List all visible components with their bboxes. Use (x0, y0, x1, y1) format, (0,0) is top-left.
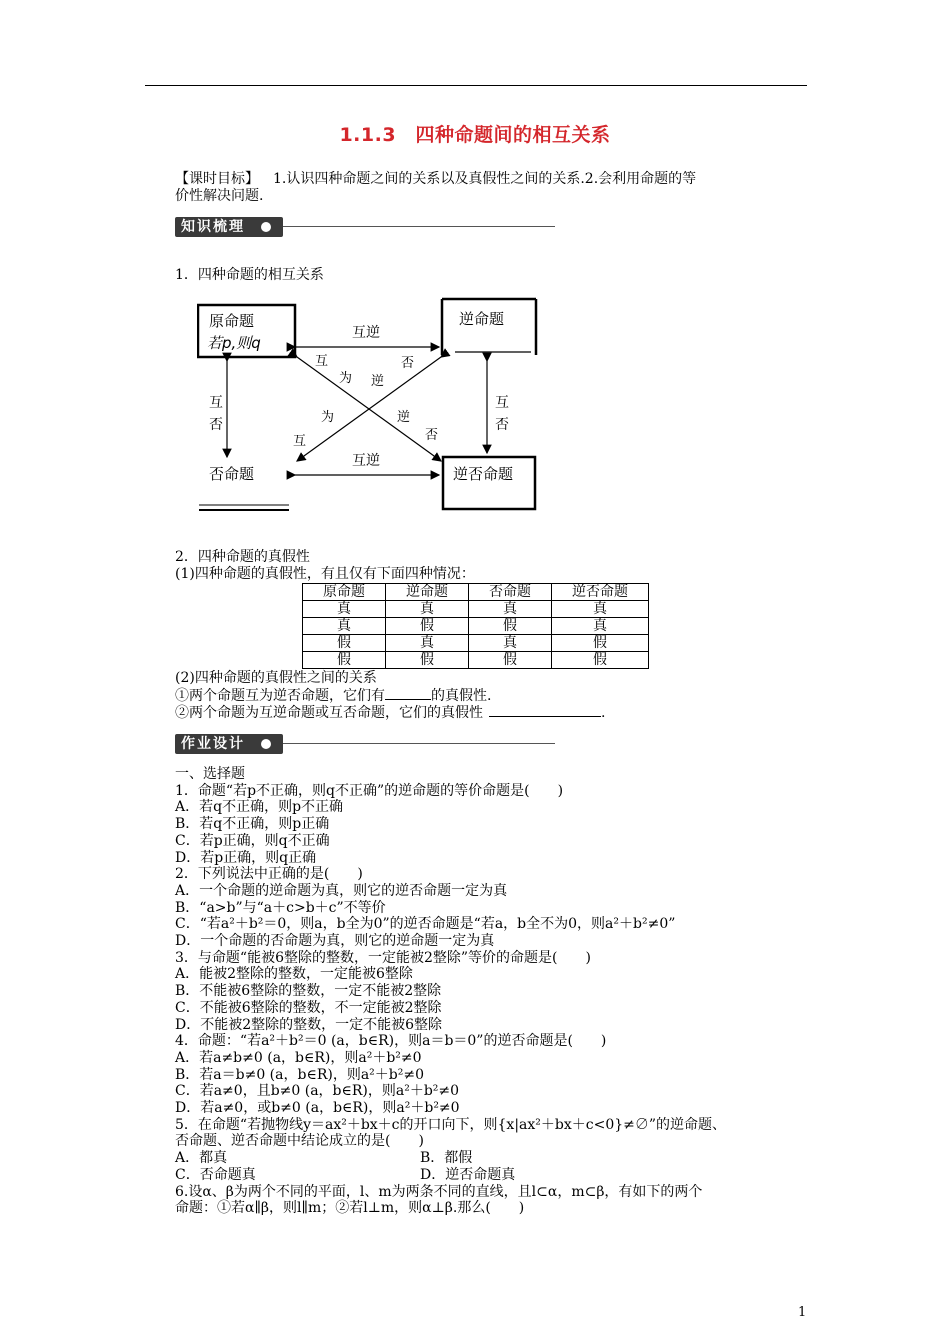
question-line: 2．下列说法中正确的是( ) (175, 866, 363, 883)
right-edge-label-1: 互 (495, 395, 509, 411)
goal-tag: 【课时目标】 (175, 171, 259, 187)
section2-heading: 2．四种命题的真假性 (175, 549, 310, 565)
question-line: A．若q不正确，则p不正确 (175, 799, 344, 816)
bottom-edge-label: 互逆 (352, 453, 380, 469)
table-header: 逆否命题 (552, 584, 649, 601)
original-label-1: 原命题 (209, 312, 255, 330)
goal-line1: 1.认识四种命题之间的关系以及真假性之间的关系.2.会利用命题的等 (273, 171, 697, 187)
relation-2 (175, 704, 605, 722)
relation-1-end: 的真假性. (431, 688, 492, 704)
question-line: 一、选择题 (175, 766, 245, 782)
table-row (303, 601, 649, 618)
question-line: B．“a>b”与“a＋c>b＋c”不等价 (175, 899, 386, 916)
section1-heading: 1．四种命题的相互关系 (175, 267, 324, 283)
table-cell: 假 (552, 652, 649, 669)
table-row (303, 618, 649, 635)
table-cell: 假 (303, 652, 386, 669)
q5-option-c: C．否命题真 (175, 1166, 256, 1183)
question-line: D．不能被2整除的整数，一定不能被6整除 (175, 1016, 443, 1033)
question-line: B．不能被6整除的整数，一定不能被2整除 (175, 983, 442, 1000)
banner-label: 知识梳理 (175, 217, 283, 237)
relation-1 (175, 687, 491, 705)
relation-2-end: . (601, 705, 606, 721)
left-edge-label-2: 否 (209, 417, 223, 433)
question-lines (175, 766, 726, 1217)
question-line: D．若a≠0，或b≠0 (a，b∈R)，则a²＋b²≠0 (175, 1100, 460, 1117)
fill-blank-2 (489, 704, 601, 717)
relation-1-start: ①两个命题互为逆否命题，它们有 (175, 688, 385, 704)
q5-option-b: B．都假 (420, 1150, 473, 1167)
question-line: C．不能被6整除的整数，不一定能被2整除 (175, 999, 442, 1016)
question-line: 4．命题：“若a²＋b²＝0 (a，b∈R)，则a＝b＝0”的逆否命题是( ) (175, 1033, 607, 1050)
page-number: 1 (798, 1305, 807, 1320)
banner-line (283, 743, 555, 744)
table-cell: 真 (469, 601, 552, 618)
proposition-relation-diagram (197, 297, 542, 517)
table-cell: 真 (386, 635, 469, 652)
question-line: C．若p正确，则q不正确 (175, 832, 330, 849)
table-row (303, 652, 649, 669)
table-cell: 真 (552, 601, 649, 618)
table-cell: 假 (469, 652, 552, 669)
diag-label-4: 否 (401, 356, 415, 371)
header-rule (145, 85, 807, 86)
table-header-row (303, 584, 649, 601)
q5-option-a: A．都真 (175, 1150, 228, 1167)
question-line: 1．命题“若p不正确，则q不正确”的逆命题的等价命题是( ) (175, 782, 564, 799)
diag-label-8: 否 (425, 428, 439, 443)
banner-label: 作业设计 (175, 734, 283, 754)
diag-label-2: 为 (339, 371, 353, 386)
question-line: C．若a≠0，且b≠0 (a，b∈R)，则a²＋b²≠0 (175, 1083, 460, 1100)
converse-label: 逆命题 (459, 310, 505, 328)
goal-line2: 价性解决问题. (175, 188, 264, 204)
table-header: 原命题 (303, 584, 386, 601)
right-edge-label-2: 否 (495, 417, 509, 433)
table-cell: 假 (469, 618, 552, 635)
sub2-text: (2)四种命题的真假性之间的关系 (175, 670, 377, 686)
banner-dot-icon (261, 222, 271, 232)
table-cell: 假 (386, 618, 469, 635)
diag-label-3: 逆 (371, 374, 385, 389)
q5-options-row-1 (175, 1150, 726, 1167)
top-edge-label: 互逆 (352, 325, 380, 341)
contrapositive-label: 逆否命题 (453, 465, 514, 483)
q5-option-d: D．逆否命题真 (420, 1166, 516, 1183)
original-label-2: 若p,则q (207, 334, 261, 352)
table-header: 逆命题 (386, 584, 469, 601)
table-cell: 真 (469, 635, 552, 652)
question-line: 5．在命题“若抛物线y＝ax²＋bx＋c的开口向下，则{x|ax²＋bx＋c<0}≠∅”的逆命题、 (175, 1116, 727, 1133)
table-cell: 假 (386, 652, 469, 669)
table-header: 否命题 (469, 584, 552, 601)
question-line: A．一个命题的逆命题为真，则它的逆否命题一定为真 (175, 882, 508, 899)
table-cell: 真 (552, 618, 649, 635)
relation-2-start: ②两个命题为互逆命题或互否命题，它们的真假性 (175, 705, 483, 721)
question-line: 3．与命题“能被6整除的整数，一定能被2整除”等价的命题是( ) (175, 949, 591, 966)
question-line: D．一个命题的否命题为真，则它的逆命题一定为真 (175, 933, 495, 950)
q6-line-1: 6.设α、β为两个不同的平面，l、m为两条不同的直线，且l⊂α，m⊂β，有如下的两个 (175, 1183, 703, 1200)
sub1-text: (1)四种命题的真假性，有且仅有下面四种情况： (175, 566, 475, 582)
truth-table (302, 583, 649, 669)
inverse-label: 否命题 (209, 465, 255, 483)
banner-line (283, 226, 555, 227)
diag-label-6: 为 (321, 410, 335, 425)
question-line: A．能被2整除的整数，一定能被6整除 (175, 966, 413, 983)
table-cell: 真 (303, 601, 386, 618)
q6-line-2: 命题：①若α∥β，则l∥m；②若l⊥m，则α⊥β.那么( ) (175, 1200, 525, 1217)
q5-options-row-2 (175, 1167, 726, 1184)
table-cell: 真 (386, 601, 469, 618)
diag-label-7: 逆 (397, 410, 411, 425)
diag-label-1: 互 (315, 354, 329, 369)
left-edge-label-1: 互 (209, 395, 223, 411)
diag-label-5: 互 (293, 434, 307, 449)
question-line: 否命题、逆否命题中结论成立的是( ) (175, 1133, 424, 1150)
banner-dot-icon (261, 739, 271, 749)
table-cell: 假 (303, 635, 386, 652)
question-line: B．若q不正确，则p正确 (175, 816, 330, 833)
fill-blank-1 (385, 687, 431, 700)
table-cell: 真 (303, 618, 386, 635)
table-cell: 假 (552, 635, 649, 652)
question-line: D．若p正确，则q正确 (175, 849, 317, 866)
lesson-goal (175, 171, 815, 205)
table-row (303, 635, 649, 652)
question-line: B．若a＝b≠0 (a，b∈R)，则a²＋b²≠0 (175, 1066, 424, 1083)
question-line: C．“若a²＋b²＝0，则a，b全为0”的逆否命题是“若a，b全不为0，则a²＋b²≠0” (175, 916, 676, 933)
page-title: 1.1.3 四种命题间的相互关系 (339, 124, 611, 146)
question-line: A．若a≠b≠0 (a，b∈R)，则a²＋b²≠0 (175, 1049, 422, 1066)
